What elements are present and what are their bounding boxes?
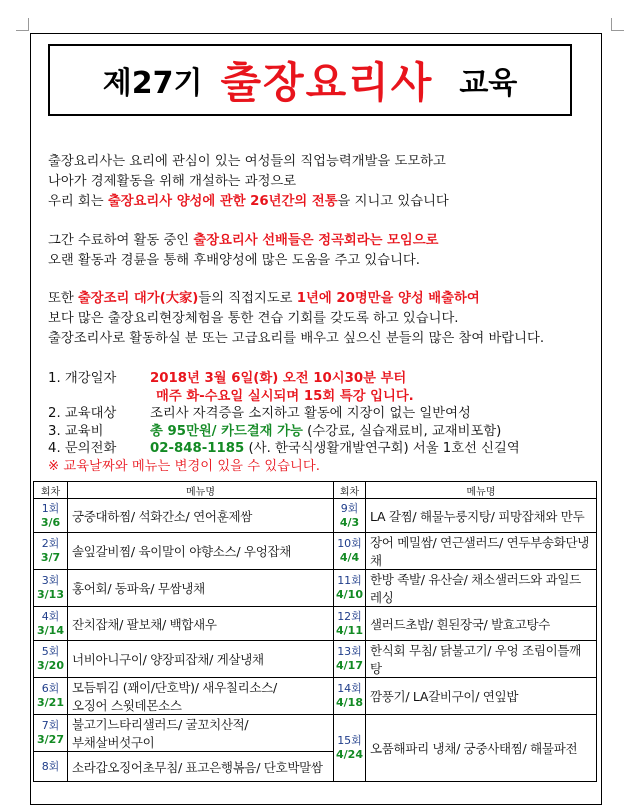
- session-number: 13회: [337, 645, 362, 658]
- session-cell: [34, 715, 68, 752]
- column-header: 회차: [34, 482, 68, 499]
- menu-line: 오징어 스윗데몬소스: [72, 698, 182, 713]
- session-date: 4/18: [336, 696, 363, 709]
- highlight-text: 출장요리사 양성에 관한 26년간의 전통: [107, 194, 338, 209]
- intro-line: [48, 231, 438, 251]
- intro-paragraph-2: [48, 231, 438, 271]
- session-cell: [334, 499, 366, 533]
- title-box: [48, 44, 572, 116]
- text-span: 그간 수료하여 활동 중인: [48, 233, 194, 248]
- session-date: 3/13: [37, 588, 64, 601]
- menu-cell: 샐러드초밥/ 흰된장국/ 발효고탕수: [366, 607, 597, 641]
- session-date: 4/17: [336, 659, 363, 672]
- session-number: 15회: [337, 734, 362, 747]
- session-number: 5회: [41, 645, 60, 658]
- column-header: 메뉴명: [366, 482, 597, 499]
- session-cell: [334, 715, 366, 782]
- session-number: 6회: [41, 682, 60, 695]
- table-row: [34, 678, 597, 715]
- info-value: 총 95만원/ 카드결재 가능: [150, 423, 303, 439]
- text-span: 우리 회는: [48, 194, 108, 209]
- session-date: 4/24: [336, 748, 363, 761]
- table-row: [34, 607, 597, 641]
- session-cell: [334, 607, 366, 641]
- intro-paragraph-3: [48, 289, 544, 349]
- session-number: 12회: [337, 609, 362, 623]
- session-cell: [334, 641, 366, 678]
- session-number: 1회: [41, 501, 60, 515]
- session-cell: [334, 678, 366, 715]
- intro-line: 오랜 활동과 경륜을 통해 후배양성에 많은 도움을 주고 있습니다.: [48, 253, 421, 268]
- intro-paragraph-1: [48, 152, 449, 212]
- menu-cell: LA 갈찜/ 해물누룽지탕/ 피망잡채와 만두: [366, 499, 597, 533]
- session-number: 14회: [337, 682, 362, 695]
- info-fee: [48, 423, 520, 441]
- change-notice: ※ 교육날짜와 메뉴는 변경이 있을 수 있습니다.: [48, 458, 320, 474]
- menu-cell: 너비아니구이/ 양장피잡채/ 게살냉채: [68, 641, 334, 678]
- menu-line: 부채살버섯구이: [72, 735, 155, 750]
- info-target: [48, 405, 520, 423]
- menu-cell: 깜풍기/ LA갈비구이/ 연잎밥: [366, 678, 597, 715]
- session-date: 3/6: [40, 515, 61, 529]
- session-date: 4/3: [339, 515, 360, 529]
- session-date: 4/11: [336, 623, 363, 637]
- intro-line: 출장요리사는 요리에 관심이 있는 여성들의 직업능력개발을 도모하고: [48, 154, 446, 169]
- menu-table: [33, 481, 597, 782]
- course-info: [48, 370, 520, 475]
- session-date: 3/27: [37, 733, 64, 746]
- intro-line: [48, 289, 544, 309]
- session-number: 2회: [41, 537, 60, 550]
- menu-cell: 한방 족발/ 유산슬/ 채소샐러드와 과일드레싱: [366, 570, 597, 607]
- menu-cell: 한식회 무침/ 닭불고기/ 우엉 조림이틀깨탕: [366, 641, 597, 678]
- table-row: [34, 715, 597, 752]
- session-cell: [34, 533, 68, 570]
- info-start-2: [48, 388, 520, 406]
- session-cell: [34, 752, 68, 782]
- table-header: [34, 482, 597, 499]
- title-main: 출장요리사: [220, 58, 434, 107]
- info-value: 매주 화-수요일 실시되며 15회 특강 입니다.: [156, 388, 414, 404]
- session-cell: [334, 533, 366, 570]
- menu-cell: [68, 678, 334, 715]
- info-label: 4. 문의전화: [48, 441, 117, 456]
- table-row: [34, 641, 597, 678]
- table-row: [34, 499, 597, 533]
- menu-cell: 궁중대하찜/ 석화간소/ 연어훈제쌈: [68, 499, 334, 533]
- session-number: 11회: [337, 574, 362, 587]
- highlight-text: 1년에 20명만을 양성 배출하여: [296, 291, 480, 306]
- info-tel: [48, 440, 520, 458]
- session-number: 8회: [41, 759, 60, 773]
- session-number: 4회: [41, 609, 60, 623]
- info-label: 2. 교육대상: [48, 406, 117, 421]
- menu-cell: 솔잎갈비찜/ 육이말이 야향소스/ 우엉잡채: [68, 533, 334, 570]
- intro-line: 나아가 경제활동을 위해 개설하는 과정으로: [48, 174, 297, 189]
- menu-cell: 잔치잡채/ 팔보채/ 백합새우: [68, 607, 334, 641]
- column-header: 메뉴명: [68, 482, 334, 499]
- session-cell: [34, 607, 68, 641]
- intro-line: 보다 많은 출장요리현장체험을 통한 견습 기회를 갖도록 하고 있습니다.: [48, 311, 459, 326]
- info-note: (수강료, 실습재료비, 교재비포함): [302, 423, 502, 439]
- menu-line: 모듬튀김 (꽤이/단호박)/ 새우칠리소스/: [72, 680, 277, 695]
- highlight-text: 출장요리사 선배들은 정곡회라는 모임으로: [193, 233, 439, 248]
- text-span: 또한: [48, 291, 78, 306]
- menu-cell: 홍어회/ 동파육/ 무쌈냉채: [68, 570, 334, 607]
- session-number: 10회: [337, 537, 362, 550]
- menu-cell: [68, 715, 334, 752]
- info-label: 3. 교육비: [48, 423, 104, 439]
- info-value: 2018년 3월 6일(화) 오전 10시30분 부터: [150, 371, 407, 386]
- session-number: 3회: [41, 574, 60, 587]
- session-date: 3/14: [37, 623, 64, 637]
- intro-line: [48, 192, 449, 212]
- table-row: [34, 533, 597, 570]
- session-cell: [34, 570, 68, 607]
- session-cell: [34, 678, 68, 715]
- menu-line: 불고기느타리샐러드/ 굴꼬치산적/: [72, 717, 249, 732]
- title-suffix: 교육: [459, 66, 518, 101]
- intro-line: 출장조리사로 활동하실 분 또는 고급요리를 배우고 싶으신 분들의 많은 참여 바랍니다.: [48, 331, 545, 346]
- session-number: 7회: [41, 719, 60, 732]
- session-cell: [34, 499, 68, 533]
- session-number: 9회: [340, 501, 359, 515]
- info-label: 1. 개강일자: [48, 371, 117, 386]
- session-date: 3/21: [37, 696, 64, 709]
- menu-cell: 장어 메밀쌈/ 연근샐러드/ 연두부송화단냉채: [366, 533, 597, 570]
- column-header: 회차: [334, 482, 366, 499]
- title-prefix: 제27기: [102, 66, 203, 101]
- session-date: 4/10: [336, 588, 363, 601]
- page-corner-mark: [611, 18, 624, 31]
- info-start: [48, 370, 520, 388]
- text-span: 을 지니고 있습니다: [337, 194, 449, 209]
- phone-number: 02-848-1185: [150, 441, 245, 456]
- session-date: 4/4: [339, 551, 360, 564]
- info-value: 조리사 자격증을 소지하고 활동에 지장이 없는 일반여성: [150, 406, 471, 421]
- menu-cell: 오품해파리 냉채/ 궁중사태찜/ 해물파전: [366, 715, 597, 782]
- session-cell: [334, 570, 366, 607]
- highlight-text: 출장조리 대가(大家): [77, 291, 199, 306]
- menu-cell: 소라갑오징어초무침/ 표고은행볶음/ 단호박말쌈: [68, 752, 334, 782]
- table-row: [34, 570, 597, 607]
- session-date: 3/7: [40, 551, 61, 564]
- session-date: 3/20: [37, 659, 64, 672]
- info-note: (사. 한국식생활개발연구회) 서울 1호선 신길역: [244, 441, 520, 456]
- session-cell: [34, 641, 68, 678]
- page-corner-mark: [16, 18, 29, 31]
- text-span: 들의 직접지도로: [198, 291, 297, 306]
